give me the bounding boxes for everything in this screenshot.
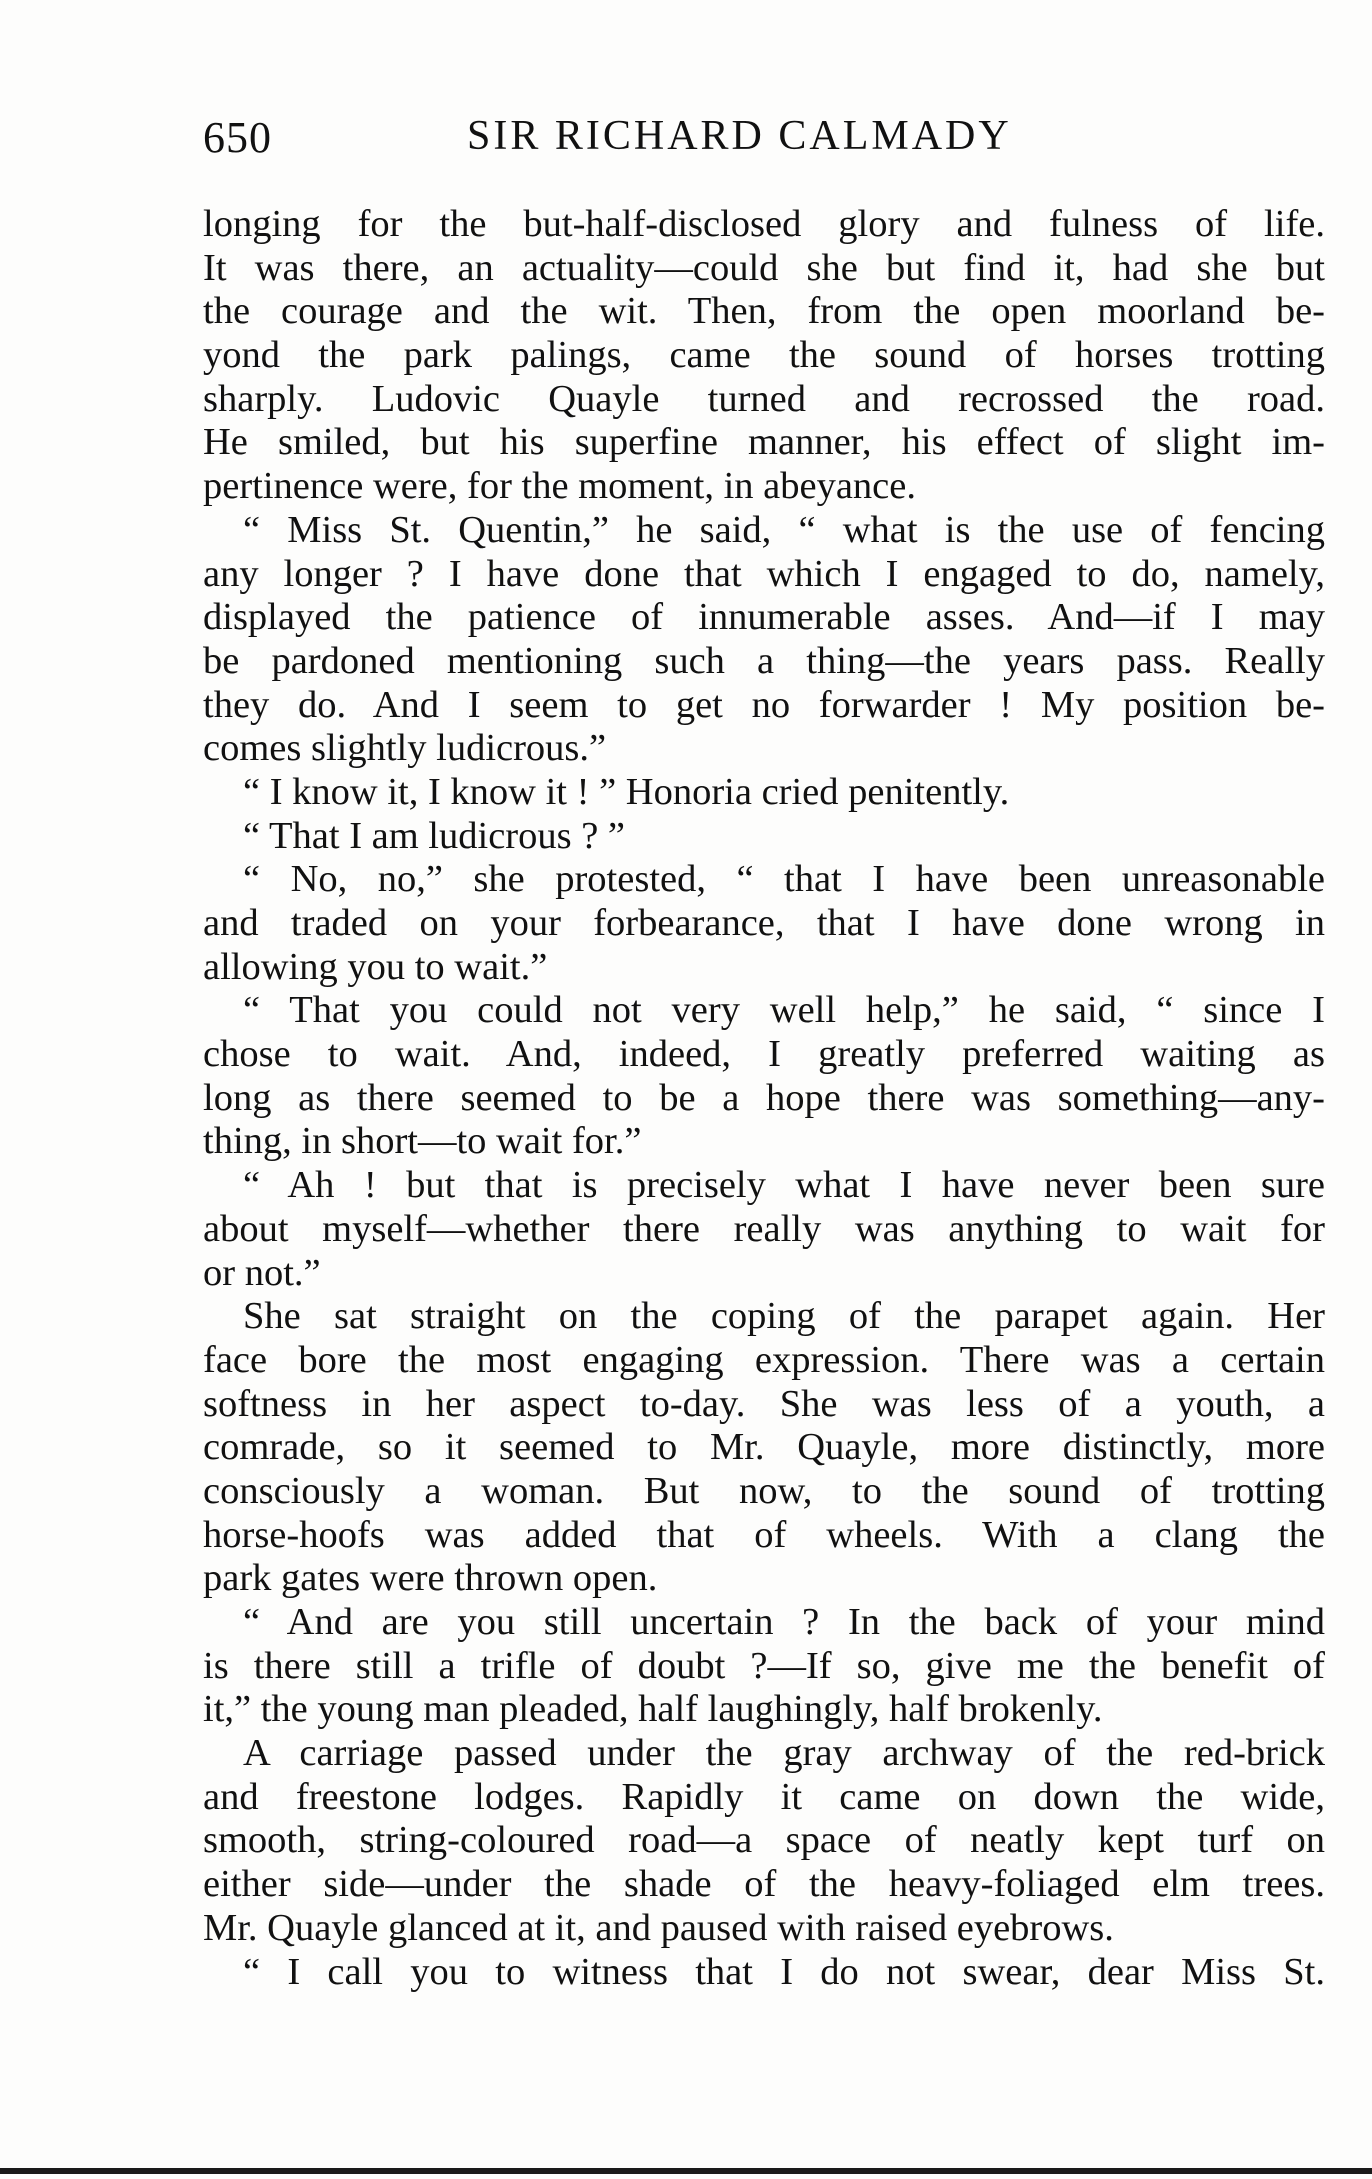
text-line: displayed the patience of innumerable asses. And—if I may (203, 596, 1325, 639)
text-line: face bore the most engaging expression. There was a certain (203, 1338, 1325, 1381)
text-line: It was there, an actuality—could she but find it, had she but (203, 246, 1325, 289)
text-line: “ No, no,” she protested, “ that I have been unreasonable (243, 858, 1325, 901)
text-line: “ And are you still uncertain ? In the back of your mind (243, 1601, 1325, 1643)
body-text (203, 203, 1325, 1994)
text-line: thing, in short—to wait for.” (203, 1120, 642, 1163)
text-line: Mr. Quayle glanced at it, and paused with raised eyebrows. (203, 1906, 1114, 1949)
text-line: park gates were thrown open. (203, 1557, 658, 1600)
text-line: and freestone lodges. Rapidly it came on down the wide, (203, 1775, 1325, 1818)
text-line: yond the park palings, came the sound of horses trotting (203, 334, 1325, 377)
text-line: “ Miss St. Quentin,” he said, “ what is the use of fencing (243, 508, 1325, 551)
text-line: any longer ? I have done that which I engaged to do, namely, (203, 552, 1325, 595)
text-line: and traded on your forbearance, that I have done wrong in (203, 902, 1325, 944)
text-line: He smiled, but his superfine manner, his effect of slight im- (203, 421, 1325, 464)
text-line: pertinence were, for the moment, in abeyance. (203, 465, 916, 508)
text-line: “ That you could not very well help,” he said, “ since I (243, 989, 1325, 1032)
running-head (203, 112, 1323, 172)
text-line: “ I call you to witness that I do not swear, dear Miss St. (243, 1950, 1325, 1993)
text-line: or not.” (203, 1251, 321, 1294)
page-number: 650 (203, 113, 272, 162)
text-line: longing for the but-half-disclosed glory and fulness of life. (203, 203, 1325, 245)
text-line: consciously a woman. But now, to the sound of trotting (203, 1469, 1325, 1512)
text-line: smooth, string-coloured road—a space of neatly kept turf on (203, 1819, 1325, 1862)
text-line: is there still a trifle of doubt ?—If so, give me the benefit of (203, 1644, 1325, 1687)
text-line: She sat straight on the coping of the parapet again. Her (243, 1295, 1325, 1338)
text-line: either side—under the shade of the heavy-foliaged elm trees. (203, 1863, 1325, 1906)
text-line: they do. And I seem to get no forwarder ! My position be- (203, 683, 1325, 726)
text-line: allowing you to wait.” (203, 945, 548, 988)
running-title: SIR RICHARD CALMADY (467, 113, 1012, 159)
text-line: “ I know it, I know it ! ” Honoria cried penitently. (243, 770, 1010, 813)
text-line: “ That I am ludicrous ? ” (243, 814, 626, 857)
text-line: horse-hoofs was added that of wheels. With a clang the (203, 1513, 1325, 1556)
text-line: long as there seemed to be a hope there was something—any- (203, 1076, 1325, 1119)
text-line: “ Ah ! but that is precisely what I have never been sure (243, 1164, 1325, 1207)
text-line: be pardoned mentioning such a thing—the years pass. Really (203, 639, 1325, 682)
text-line: the courage and the wit. Then, from the open moorland be- (203, 290, 1325, 333)
text-line: about myself—whether there really was anything to wait for (203, 1207, 1325, 1250)
text-line: sharply. Ludovic Quayle turned and recrossed the road. (203, 377, 1325, 420)
text-line: comrade, so it seemed to Mr. Quayle, more distinctly, more (203, 1426, 1325, 1469)
text-line: comes slightly ludicrous.” (203, 727, 607, 770)
text-line: it,” the young man pleaded, half laughingly, half brokenly. (203, 1688, 1103, 1731)
text-line: chose to wait. And, indeed, I greatly preferred waiting as (203, 1033, 1325, 1076)
text-line: softness in her aspect to-day. She was less of a youth, a (203, 1382, 1325, 1425)
text-line: A carriage passed under the gray archway of the red-brick (243, 1732, 1325, 1775)
page-edge-rule (0, 2168, 1372, 2174)
